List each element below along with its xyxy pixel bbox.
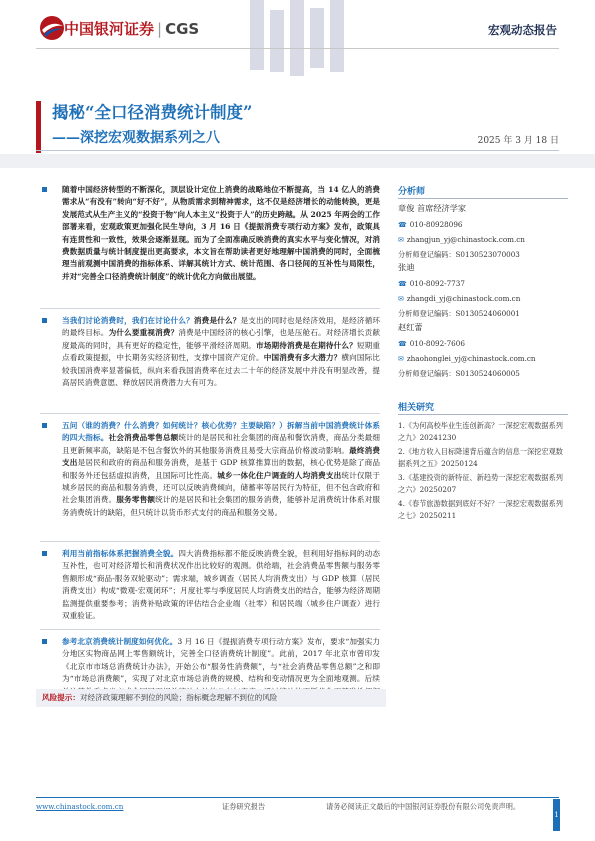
analyst-email-value[interactable]: zhaohonglei_yj@chinastock.com.cn: [406, 354, 536, 363]
brand-name-cn: 中国银河证券: [64, 20, 155, 38]
page-number: 1: [553, 799, 560, 831]
section-segment: 短期重点看政策提振，中长期务实经济韧性，支撑中国资产定价。: [62, 340, 381, 363]
section-segment: 消费是中国经济的核心引擎，也是压舱石。对经济增长贡献度最高的同时，具有更好的稳定性，能够平滑经济周期。: [62, 328, 381, 350]
brand-logo-text: [64, 18, 199, 39]
title-accent-bar: [36, 101, 41, 153]
analysts-heading: 分析师: [398, 187, 426, 197]
section-segment: 是支出的同时也是经济效用，是经济循环的最终目标。: [62, 316, 380, 338]
risk-warning: [42, 692, 277, 703]
analyst-phone: [398, 279, 465, 288]
report-date: 2025 年 3 月 18 日: [477, 136, 559, 146]
related-item[interactable]: 1.《为何高校毕业生连创新高？一深挖宏观数据系列之九》20241230: [398, 421, 563, 442]
report-subtitle: ——深挖宏观数据系列之八: [52, 130, 220, 146]
section-segment: 3 月 16 日《提振消费专项行动方案》发布，要求“加强实力分地区实物商品网上零售额统计，完善全口径消费统计制度”。此前，2017 年北京市曾印发《北京市市场总消费统计办法》，开始公布“服务性消费额”，与“社会消费品零售总额”之和即为“市场总消费额”，实现了对北京市场总消费的规模、结构和变动情况更为全面地观测。后续: [62, 637, 381, 684]
analyst-email-value[interactable]: zhangjun_yj@chinastock.com.cn: [406, 235, 525, 244]
section-bullet-icon: [42, 551, 47, 556]
section-segment: 统计的是居民和社会集团的商品和餐饮消费，商品分类最细且更新频率高，缺陷是不包含餐饮外的其他服务消费且易受大宗商品价格波动影响。: [62, 433, 381, 455]
section-bullet-icon: [42, 639, 47, 644]
galaxy-logo-icon: [38, 14, 66, 42]
section-bullet-icon: [42, 423, 47, 428]
related-item[interactable]: 3.《基建投资的新特征、新趋势一深挖宏观数据系列之六》20250207: [398, 473, 563, 494]
analyst-email[interactable]: [398, 294, 520, 303]
section-segment: 为什么要重视消费？: [108, 328, 179, 338]
section-divider: [40, 629, 380, 630]
footer-report-type: 证券研究报告: [222, 802, 266, 811]
section-lead: 利用当前指标体系把握消费全貌。: [62, 549, 179, 558]
section-divider: [40, 541, 380, 542]
section-paragraph: [62, 315, 380, 389]
footer-disclaimer: 请务必阅读正文最后的中国银河证券股份有限公司免责声明。: [326, 802, 521, 811]
section-segment: 市场期待消费是在期待什么？: [256, 340, 357, 350]
header-banner-graphic: [240, 0, 360, 80]
analyst-phone: [398, 220, 462, 229]
section-segment: 服务零售额: [116, 495, 156, 505]
section-segment: 消费是什么？: [193, 316, 241, 325]
header-divider: [36, 48, 559, 49]
related-item[interactable]: 2.《地方收入目标降速背后蕴含的信息一深挖宏观数据系列之五》20250124: [398, 447, 563, 468]
section-segment: 横向国际比较我国消费率显著偏低，纵向来看我国消费率在过去二十年的经济发展中并没有明显改善，提高居民消费意愿、释放居民消费潜力大有可为。: [62, 353, 381, 388]
summary-bullet-icon: [42, 187, 47, 192]
analyst-email-value[interactable]: zhangdi_yj@chinastock.com.cn: [406, 294, 521, 303]
summary-paragraph: 随着中国经济转型的不断深化，顶层设计定位上消费的战略地位不断提高，当 14 亿人的消费需求从“有没有”转向“好不好”，从物质需求到精神需求，这不仅是经济增长的动能转换，更是发展范式从生产主义的“投资于物”向人本主义“投资于人”的历史跨越。从 2025 年两会的工作部署来看，宏观政策更加强化民生导向，3 月 16 日《提振消费专项行动方案》发布，政策具有连贯性和一致性，效果会逐渐显现。而为了全面准确反映消费的真实水平与变化情况，对消费数据质量与统计制度提出更高要求，本文旨在帮助读者更好地理解中国消费的同时，全面梳理当前观测中国消费的指标体系、详解其统计方式、统计范围、各口径间的互补性与局限性，并对“完善全口径消费统计制度”的统计优化方向做出展望。: [62, 185, 380, 281]
section-segment: 最终消费支出: [62, 445, 380, 468]
section-paragraph: [62, 548, 380, 622]
analyst-phone-value: 010-80928096: [409, 220, 463, 229]
section-segment: 四大消费指标都不能反映消费全貌，但利用好指标间的动态互补性，也可对经济增长和消费状况作出比较好的观测。供给端，社会消费品零售额与服务零售额形成“商品-服务双轮驱动”；需求端，城乡调查（居民人均消费支出）与 GDP 核算（居民消费支出）构成“微观-宏观闭环”；月度社零与季度居民人均消费支出的结合，能够为经济周期监测提供重要参考；消费补贴政策的评估结合企业端（社零）和居民端（城乡住户调查）进行双重验证。: [62, 549, 381, 621]
email-icon: ✉: [398, 295, 404, 303]
phone-icon: ☎: [398, 221, 407, 229]
related-divider: [398, 414, 568, 415]
section-segment: 中国消费有多大潜力？: [263, 353, 342, 363]
section-bullet-icon: [42, 318, 47, 323]
analyst-name: 张迪: [398, 262, 415, 272]
analyst-phone: [398, 339, 465, 348]
section-segment: 统计的是居民和社会集团的服务消费，能够补足消费统计体系对服务消费统计的缺陷，但只统计以货币形式支付的商品和服务交易。: [62, 495, 381, 517]
analyst-phone-value: 010-8092-7737: [409, 279, 465, 288]
report-title: 揭秘“全口径消费统计制度”: [52, 103, 253, 122]
section-lead: 当我们讨论消费时，我们在讨论什么？: [62, 316, 194, 325]
risk-label: 风险提示：: [42, 693, 80, 702]
analyst-registration: 分析师登记编码：S0130523070003: [398, 250, 520, 259]
phone-icon: ☎: [398, 280, 407, 288]
section-paragraph: [62, 420, 380, 519]
section-lead: 五问（谁的消费？什么消费？如何统计？核心优势？主要缺陷？）拆解当前中国消费统计体系的四大指标。: [62, 421, 380, 443]
email-icon: ✉: [398, 236, 404, 244]
section-segment: 社会消费品零售总额: [108, 433, 179, 443]
website-link[interactable]: www.chinastock.com.cn: [36, 802, 124, 811]
analyst-registration: 分析师登记编码：S0130524060005: [398, 369, 520, 378]
analyst-phone-value: 010-8092-7606: [409, 339, 465, 348]
section-segment: 统计仅限于城乡居民的商品和服务消费，还可以反映消费倾向，储蓄率等居民行为特征，但不包含政府和社会集团消费。: [62, 470, 381, 505]
section-segment: 是居民和政府的商品和服务消费，是基于 GDP 核算推算出的数据，核心优势是除了商品和服务外还包括虚拟消费，且国际可比性高。: [62, 458, 381, 480]
email-icon: ✉: [398, 355, 404, 363]
section-lead: 参考北京消费统计制度如何优化。: [62, 637, 178, 646]
analysts-divider: [398, 198, 568, 199]
section-divider: [40, 413, 380, 414]
analyst-registration: 分析师登记编码：S0130524060001: [398, 309, 520, 318]
title-band: [0, 154, 595, 168]
analyst-name: 章俊 首席经济学家: [398, 203, 467, 213]
section-segment: 城乡一体化住户调查的人均消费支出: [217, 470, 342, 480]
title-divider: [36, 150, 559, 151]
analyst-email[interactable]: [398, 354, 536, 363]
related-heading: 相关研究: [398, 403, 435, 413]
related-item[interactable]: 4.《春节旅游数据到底好不好？一深挖宏观数据系列之七》20250211: [398, 499, 563, 520]
footer-divider: [36, 797, 559, 798]
phone-icon: ☎: [398, 340, 407, 348]
analyst-email[interactable]: [398, 235, 525, 244]
brand-name-en: CGS: [165, 20, 200, 38]
risk-text: 对经济政策理解不到位的风险；指标概念理解不到位的风险: [79, 693, 278, 702]
report-type-label: 宏观动态报告: [488, 23, 557, 37]
analyst-name: 赵红蕾: [398, 322, 423, 332]
brand-separator: |: [157, 20, 163, 38]
section-divider: [40, 308, 380, 309]
